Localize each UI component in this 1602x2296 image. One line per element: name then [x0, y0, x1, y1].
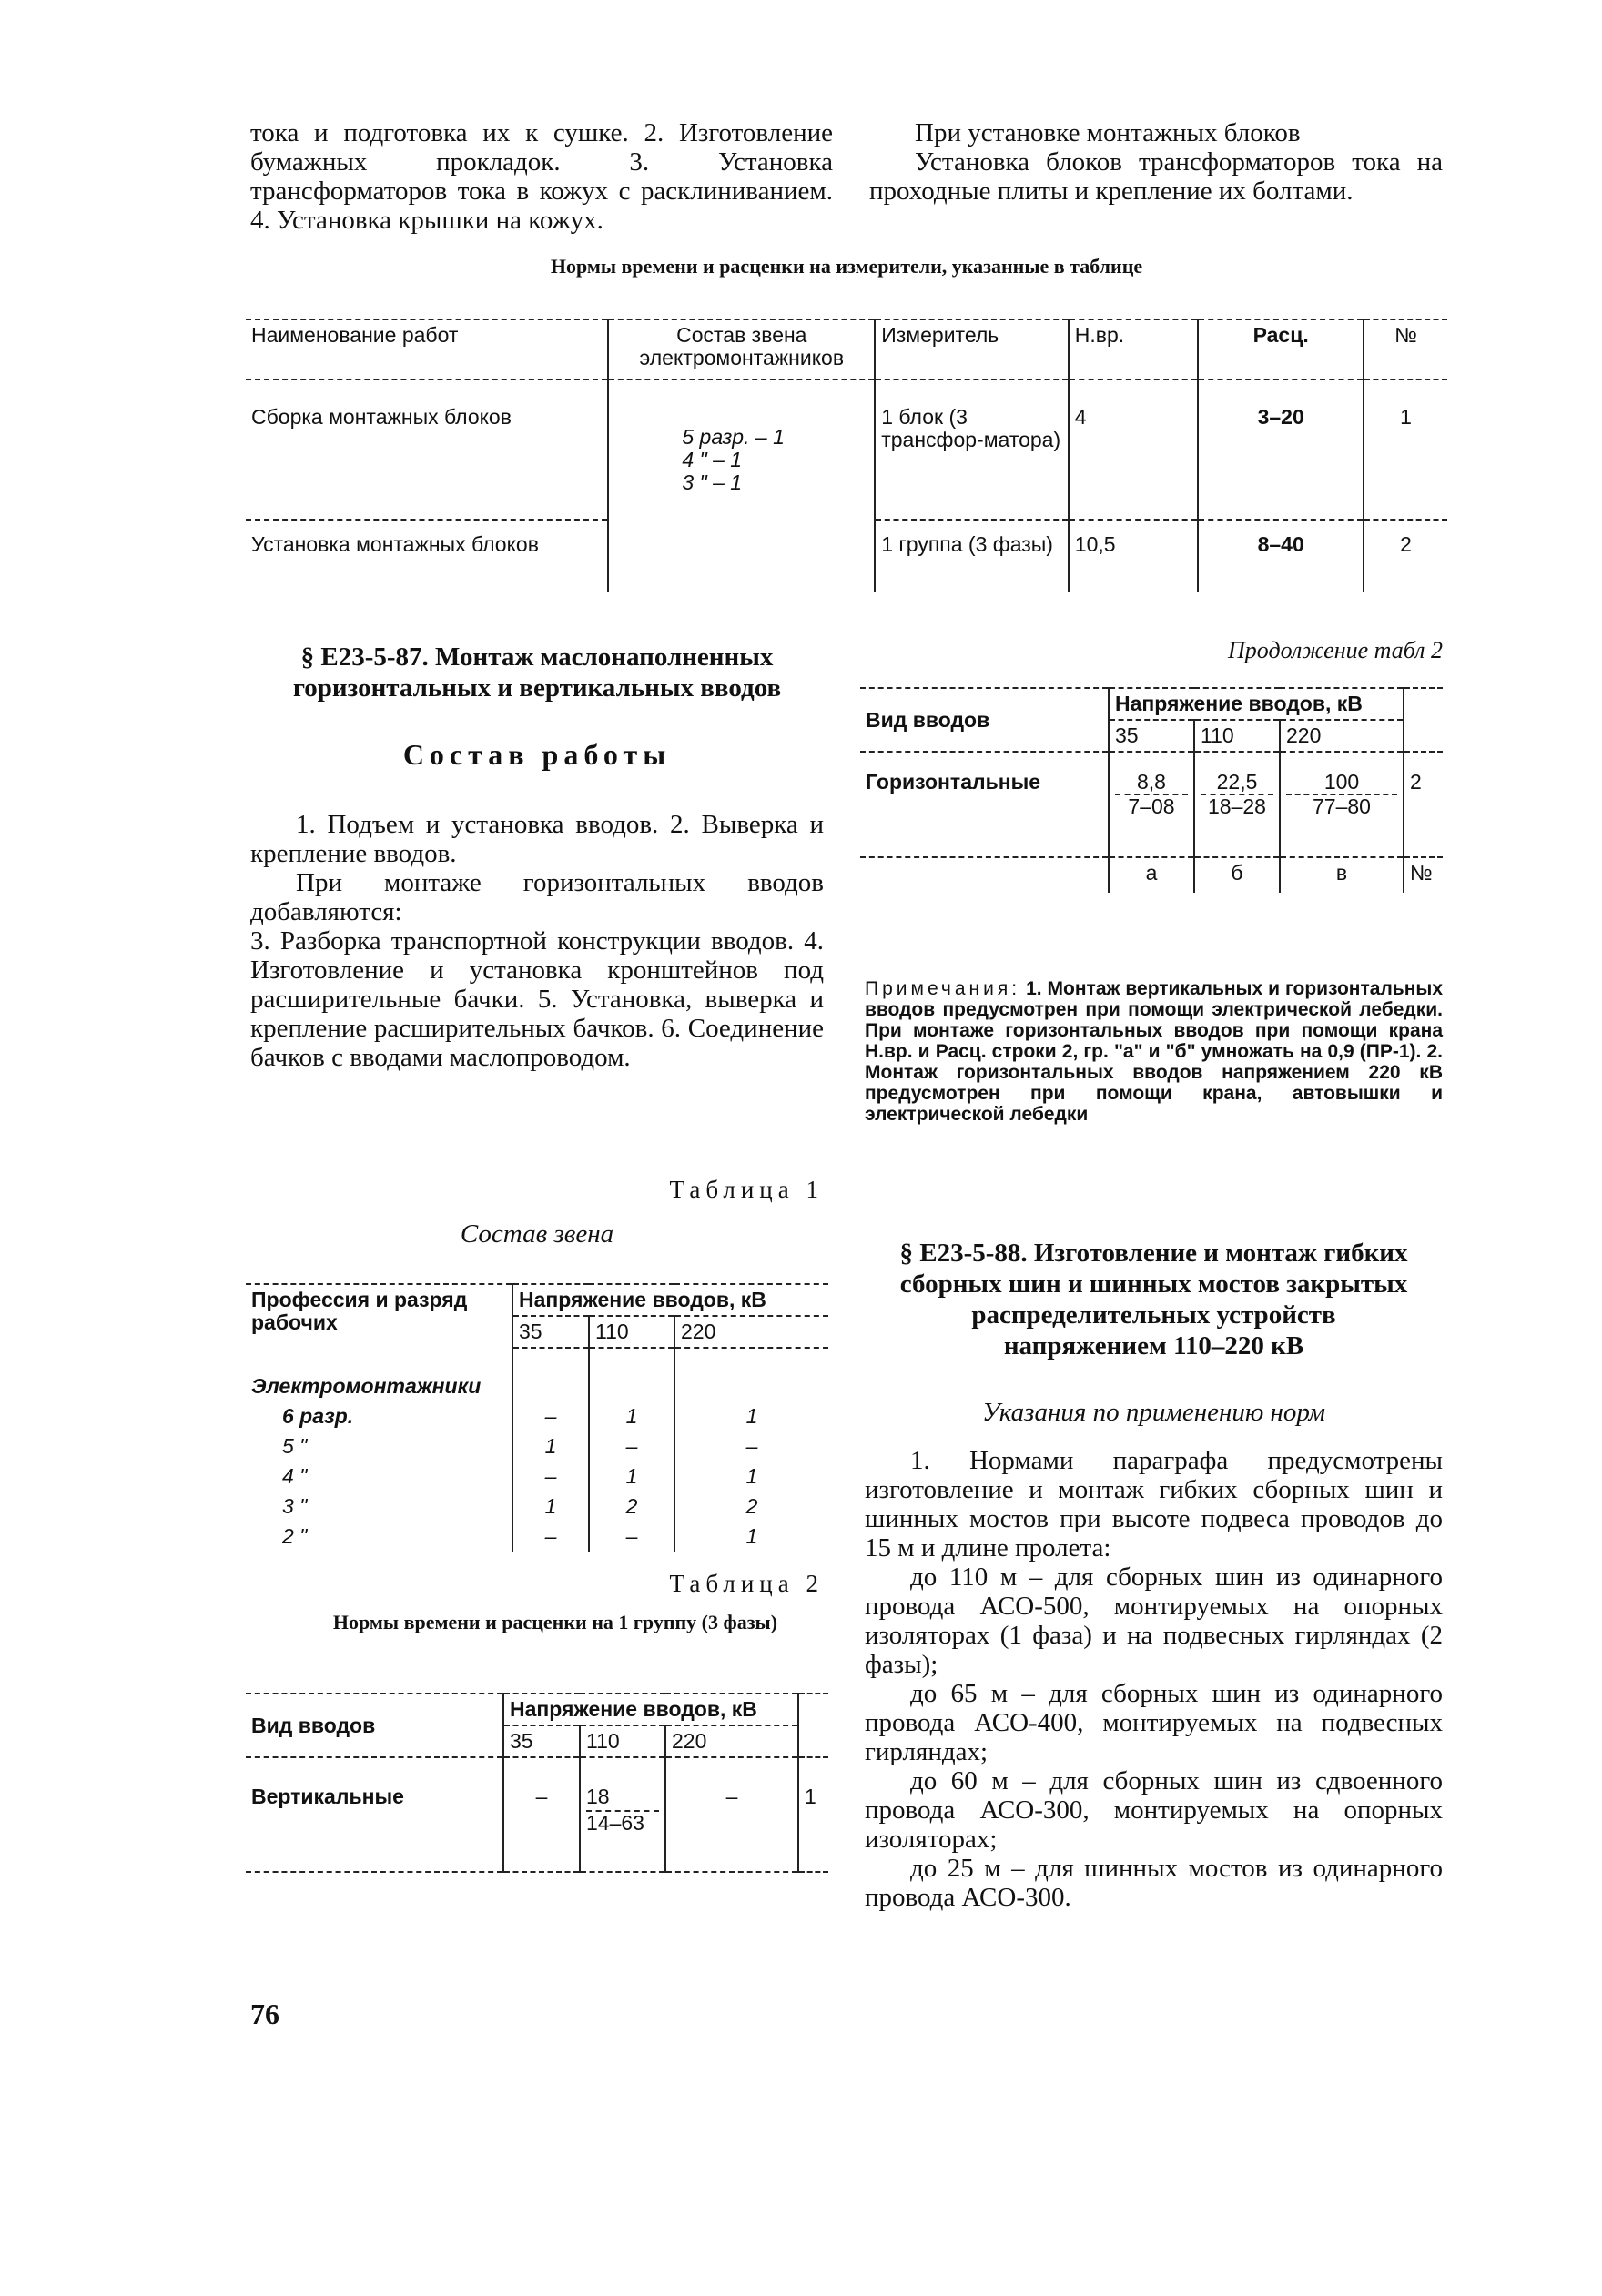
table2-row-name: Вертикальные — [246, 1757, 503, 1872]
table2 — [246, 1693, 828, 1873]
table1-title — [250, 1219, 824, 1249]
table2-cont-label-text: Продолжение табл 2 — [1228, 637, 1443, 663]
table1-cell: – — [674, 1431, 828, 1462]
table2-cont-v220: 220 — [1280, 720, 1404, 752]
row1-meter: 1 блок (3 трансфор-матора) — [875, 379, 1069, 520]
table1-label-text: Таблица 1 — [669, 1176, 824, 1203]
letter-b: б — [1194, 857, 1280, 893]
section-88-title: § Е23-5-88. Изготовление и монтаж гибких сборных шин и шинных мостов закрытых распределительных устройств напряжением 110–220 кВ — [899, 1239, 1408, 1360]
table1-h-volt: Напряжение вводов, кВ — [512, 1284, 828, 1316]
th-rasc: Расц. — [1198, 319, 1364, 379]
cont-rasc: 7–08 — [1128, 794, 1175, 818]
row2-name: Установка монтажных блоков — [251, 532, 539, 556]
table2-cell: – — [503, 1757, 580, 1872]
table1-h-prof: Профессия и разряд рабочих — [246, 1284, 512, 1348]
section-88 — [865, 1238, 1443, 1912]
section-87-p2: При монтаже горизонтальных вводов добавляются: — [250, 868, 824, 926]
table2-cell-110 — [580, 1757, 665, 1872]
table1-grade: 4 " — [282, 1464, 308, 1488]
section-87-p1: 1. Подъем и установка вводов. 2. Выверка и крепление вводов. — [250, 810, 824, 868]
table-row — [246, 1348, 828, 1401]
table2-cont-v110: 110 — [1194, 720, 1280, 752]
cont-nvr: 22,5 — [1201, 771, 1273, 795]
table-row — [246, 1401, 828, 1431]
top-table-header-row — [246, 319, 1447, 379]
table1 — [246, 1283, 828, 1552]
table2-cell: – — [665, 1757, 798, 1872]
table2-h-volt: Напряжение вводов, кВ — [503, 1694, 798, 1725]
crew-line: 5 разр. – 1 — [682, 425, 785, 449]
table2-cont-header-row — [860, 688, 1443, 720]
row1-nvr: 4 — [1069, 379, 1198, 520]
table2-label — [583, 1570, 824, 1598]
top-right-block — [869, 118, 1443, 206]
table1-cell: – — [512, 1401, 589, 1431]
th-meter: Измеритель — [875, 319, 1069, 379]
section-88-body — [865, 1446, 1443, 1912]
letter-a: а — [1109, 857, 1194, 893]
num-label: № — [1404, 857, 1443, 893]
page-number-text: 76 — [250, 1998, 279, 2030]
table1-v35: 35 — [512, 1316, 589, 1348]
table1-cell: 1 — [589, 1401, 674, 1431]
table1-label — [583, 1176, 824, 1204]
table2-cont-label — [1092, 637, 1443, 664]
table2-v110: 110 — [580, 1725, 665, 1757]
table1-cell: – — [512, 1462, 589, 1492]
table2-title-text: Нормы времени и расценки на 1 группу (3 фазы) — [332, 1611, 778, 1633]
table-row — [246, 1492, 828, 1522]
th-crew: Состав звена электромонтажников — [608, 319, 875, 379]
th-name: Наименование работ — [246, 319, 608, 379]
table-row — [246, 1757, 828, 1872]
table2-v35: 35 — [503, 1725, 580, 1757]
crew-cell — [608, 379, 875, 592]
table1-group: Электромонтажники — [251, 1374, 482, 1398]
table1-cell: 1 — [674, 1522, 828, 1552]
table1-cell: – — [512, 1522, 589, 1552]
table2-header-row — [246, 1694, 828, 1725]
th-num: № — [1364, 319, 1447, 379]
table2-cont-cell-110 — [1194, 752, 1280, 857]
cont-nvr: 8,8 — [1115, 771, 1188, 795]
table2-title — [300, 1611, 810, 1634]
table-row — [860, 857, 1443, 893]
table2-cont-row-name: Горизонтальные — [860, 752, 1109, 857]
section-87-p3: 3. Разборка транспортной конструкции вводов. 4. Изготовление и установка кронштейнов под расширительные бачки. 5. Установка, выверка и крепление расширительных бачков. 6. Соединение бачков с вводами маслопроводом. — [250, 926, 824, 1072]
table1-grade: 5 " — [282, 1434, 308, 1458]
table1-cell: 2 — [589, 1492, 674, 1522]
table1-header-row — [246, 1284, 828, 1316]
notes-text: 1. Монтаж вертикальных и горизонтальных вводов предусмотрен при помощи электрической лебедки. При монтаже горизонтальных вводов при помощи крана Н.вр. и Расц. строки 2, гр. "а" и "б" умножать на 0,9 (ПР-1). 2. Монтаж горизонтальных вводов напряжением 220 кВ предусмотрен при помощи крана, автовышки и электрической лебедки — [865, 978, 1443, 1125]
row2-nvr: 10,5 — [1069, 520, 1198, 592]
row1-rasc: 3–20 — [1198, 379, 1364, 520]
section-87-body — [250, 810, 824, 1072]
table1-cell: 1 — [512, 1431, 589, 1462]
notes — [865, 978, 1443, 1125]
row2-meter: 1 группа (3 фазы) — [875, 520, 1069, 592]
row1-num: 1 — [1364, 379, 1447, 520]
th-nvr: Н.вр. — [1069, 319, 1198, 379]
section-88-p5: до 25 м – для шинных мостов из одинарного провода АСО-300. — [865, 1854, 1443, 1912]
table2-cont — [860, 687, 1443, 893]
section-88-subtitle: Указания по применению норм — [982, 1398, 1325, 1427]
table-row — [246, 1431, 828, 1462]
row1-name: Сборка монтажных блоков — [246, 379, 608, 520]
section-87 — [250, 642, 824, 1072]
table-row — [246, 379, 1447, 520]
work-heading: Состав работы — [402, 738, 672, 771]
table1-cell: – — [589, 1431, 674, 1462]
table1-grade: 2 " — [282, 1524, 308, 1548]
table2-nvr: 18 — [586, 1785, 659, 1812]
table-row — [246, 1522, 828, 1552]
section-87-title: § Е23-5-87. Монтаж маслонаполненных горизонтальных и вертикальных вводов — [292, 642, 782, 703]
top-table-caption-text: Нормы времени и расценки на измерители, указанные в таблице — [550, 255, 1143, 278]
top-table-caption — [250, 255, 1443, 278]
cont-nvr: 100 — [1286, 771, 1397, 795]
page-number — [250, 1998, 279, 2031]
table1-cell: 1 — [674, 1401, 828, 1431]
crew-line: 3 " – 1 — [682, 470, 743, 494]
section-88-p3: до 65 м – для сборных шин из одинарного провода АСО-400, монтируемых на подвесных гирляндах; — [865, 1679, 1443, 1766]
table1-title-text: Состав звена — [460, 1219, 614, 1249]
table2-cont-cell-220 — [1280, 752, 1404, 857]
table1-v110: 110 — [589, 1316, 674, 1348]
table1-v220: 220 — [674, 1316, 828, 1348]
row2-num: 2 — [1364, 520, 1447, 592]
work-heading-wrap — [250, 738, 824, 772]
table2-cont-h-volt: Напряжение вводов, кВ — [1109, 688, 1404, 720]
table1-grade: 6 разр. — [282, 1404, 354, 1428]
table1-cell: 1 — [674, 1462, 828, 1492]
table2-rasc: 14–63 — [586, 1811, 644, 1835]
section-88-p1: 1. Нормами параграфа предусмотрены изготовление и монтаж гибких сборных шин и шинных мостов при высоте подвеса проводов до 15 м и длине пролета: — [865, 1446, 1443, 1563]
top-right-text: Установка блоков трансформаторов тока на проходные плиты и крепление их болтами. — [869, 147, 1443, 206]
table2-v220: 220 — [665, 1725, 798, 1757]
table-row — [246, 1462, 828, 1492]
top-left-text: тока и подготовка их к сушке. 2. Изготовление бумажных прокладок. 3. Установка трансформаторов тока в кожух с расклиниванием. 4. Установка крышки на кожух. — [250, 118, 833, 235]
table2-cont-num: 2 — [1404, 752, 1443, 857]
table2-cont-h-kind: Вид вводов — [860, 688, 1109, 752]
table2-num: 1 — [798, 1757, 828, 1872]
cont-rasc: 18–28 — [1208, 794, 1266, 818]
row2-rasc: 8–40 — [1198, 520, 1364, 592]
section-88-p4: до 60 м – для сборных шин из сдвоенного провода АСО-300, монтируемых на опорных изоляторах; — [865, 1766, 1443, 1854]
letter-v: в — [1280, 857, 1404, 893]
table1-cell: 1 — [589, 1462, 674, 1492]
table2-h-kind: Вид вводов — [246, 1694, 503, 1757]
table1-cell: 1 — [512, 1492, 589, 1522]
top-table — [246, 319, 1447, 592]
table2-label-text: Таблица 2 — [669, 1570, 824, 1597]
top-right-title: При установке монтажных блоков — [915, 118, 1301, 147]
notes-lead: Примечания: — [865, 978, 1021, 999]
top-left-paragraph — [250, 118, 833, 235]
table2-cont-v35: 35 — [1109, 720, 1194, 752]
table2-cont-cell-35 — [1109, 752, 1194, 857]
table1-grade: 3 " — [282, 1494, 308, 1518]
crew-line: 4 " – 1 — [682, 448, 743, 471]
table1-cell: 2 — [674, 1492, 828, 1522]
cont-rasc: 77–80 — [1313, 794, 1371, 818]
section-88-p2: до 110 м – для сборных шин из одинарного провода АСО-500, монтируемых на опорных изоляторах (1 фаза) и на подвесных гирляндах (2 фазы); — [865, 1563, 1443, 1679]
table-row — [860, 752, 1443, 857]
table1-cell: – — [589, 1522, 674, 1552]
